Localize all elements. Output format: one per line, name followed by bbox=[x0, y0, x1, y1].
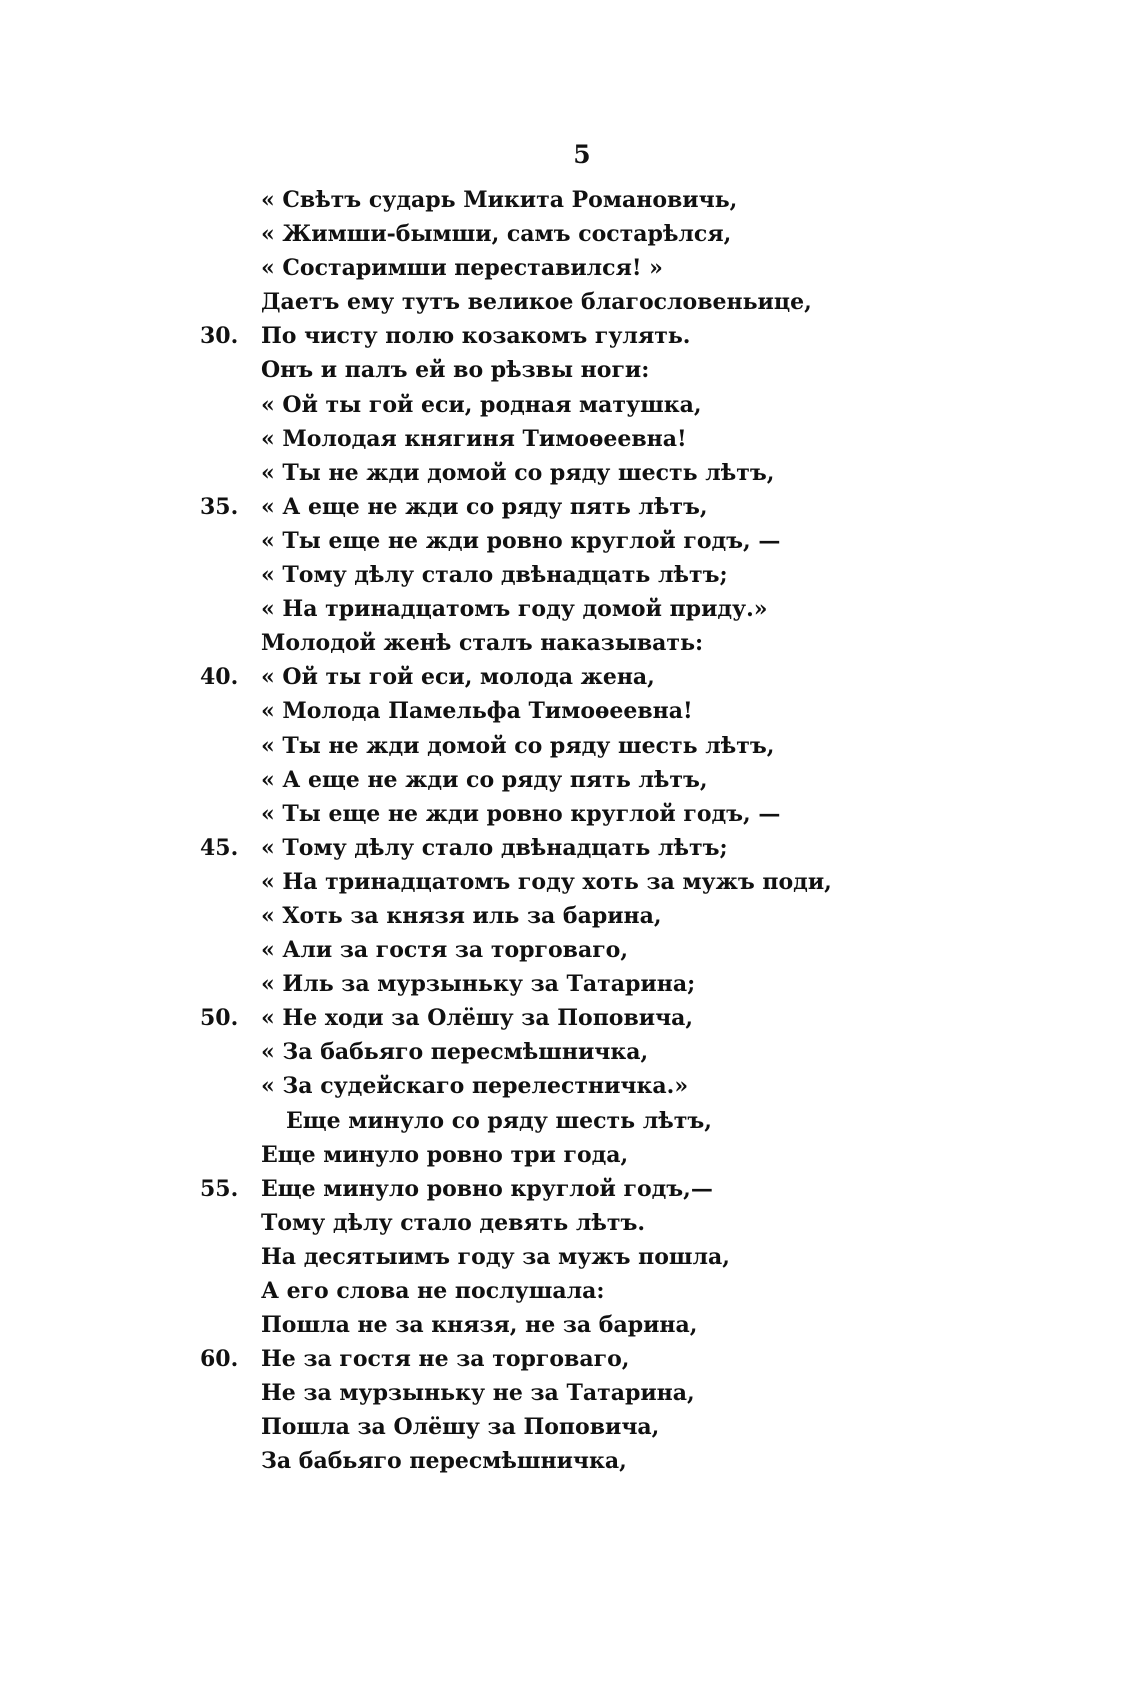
line-text: « За бабьяго пересмѣшничка, bbox=[261, 1039, 649, 1066]
line-text: Онъ и палъ ей во рѣзвы ноги: bbox=[261, 357, 650, 384]
line-text: Не за гостя не за торговаго, bbox=[261, 1346, 630, 1373]
line-text: Пошла за Олёшу за Поповича, bbox=[261, 1414, 660, 1441]
line-number: 45. bbox=[200, 834, 239, 861]
verse-line bbox=[200, 967, 860, 1001]
line-text: « Ты еще не жди ровно круглой годъ, — bbox=[261, 527, 781, 554]
verse-line bbox=[200, 592, 860, 626]
verse-line bbox=[200, 183, 860, 217]
verse-line bbox=[200, 1069, 860, 1103]
line-text: « Не ходи за Олёшу за Поповича, bbox=[261, 1005, 694, 1032]
verse-line bbox=[200, 899, 860, 933]
line-text: Молодой женѣ сталъ наказывать: bbox=[261, 630, 704, 657]
verse-line bbox=[200, 797, 860, 831]
line-text: « На тринадцатомъ году домой приду.» bbox=[261, 596, 768, 623]
line-number: 50. bbox=[200, 1005, 239, 1032]
verse-line bbox=[200, 558, 860, 592]
verse-line bbox=[200, 831, 860, 865]
line-number: 55. bbox=[200, 1175, 239, 1202]
verse-line bbox=[200, 490, 860, 524]
verse-line bbox=[200, 933, 860, 967]
verse-line bbox=[200, 1410, 860, 1444]
verse-line bbox=[200, 1308, 860, 1342]
verse-line bbox=[200, 1444, 860, 1478]
line-text: « Ты не жди домой со ряду шесть лѣтъ, bbox=[261, 732, 775, 759]
verse-line bbox=[200, 388, 860, 422]
page-number: 5 bbox=[573, 140, 591, 169]
verse-line bbox=[200, 865, 860, 899]
verse-line bbox=[200, 1342, 860, 1376]
verse-line bbox=[200, 1001, 860, 1035]
line-text: За бабьяго пересмѣшничка, bbox=[261, 1448, 627, 1475]
verse-line bbox=[200, 456, 860, 490]
line-text: « За судейскаго перелестничка.» bbox=[261, 1073, 689, 1100]
line-text: « Тому дѣлу стало двѣнадцать лѣтъ; bbox=[261, 834, 728, 861]
line-text: « Жимши-бымши, самъ состарѣлся, bbox=[261, 221, 732, 248]
verse-line bbox=[200, 285, 860, 319]
line-text: Еще минуло со ряду шесть лѣтъ, bbox=[286, 1107, 712, 1134]
line-text: Еще минуло ровно три года, bbox=[261, 1141, 629, 1168]
line-text: « Ты еще не жди ровно круглой годъ, — bbox=[261, 800, 781, 827]
line-text: На десятыимъ году за мужъ пошла, bbox=[261, 1243, 730, 1270]
line-number: 30. bbox=[200, 323, 239, 350]
verse-line bbox=[200, 729, 860, 763]
line-text: « Свѣтъ сударь Микита Романовичь, bbox=[261, 187, 738, 213]
line-text: По чисту полю козакомъ гулять. bbox=[261, 323, 691, 350]
verse-line bbox=[200, 319, 860, 353]
line-text: А его слова не послушала: bbox=[261, 1278, 605, 1304]
line-text: Не за мурзыньку не за Татарина, bbox=[261, 1380, 695, 1407]
line-text: « Молодая княгиня Тимоѳеевна! bbox=[261, 425, 687, 452]
verse-line bbox=[200, 1274, 860, 1308]
line-text: « На тринадцатомъ году хоть за мужъ поди, bbox=[261, 868, 832, 895]
line-text: « Молода Памельфа Тимоѳеевна! bbox=[261, 698, 693, 725]
verse-block bbox=[200, 183, 860, 1479]
line-text: « А еще не жди со ряду пять лѣтъ, bbox=[261, 766, 708, 793]
verse-line bbox=[200, 694, 860, 728]
verse-line bbox=[200, 1206, 860, 1240]
verse-line bbox=[200, 524, 860, 558]
verse-line bbox=[200, 1172, 860, 1206]
line-text: Даетъ ему тутъ великое благословеньице, bbox=[261, 289, 812, 316]
line-number: 60. bbox=[200, 1346, 239, 1373]
verse-line bbox=[200, 217, 860, 251]
verse-line bbox=[200, 422, 860, 456]
verse-line bbox=[200, 660, 860, 694]
line-text: « Ты не жди домой со ряду шесть лѣтъ, bbox=[261, 459, 775, 486]
line-text: « Ой ты гой еси, молода жена, bbox=[261, 664, 655, 691]
line-text: Тому дѣлу стало девять лѣтъ. bbox=[261, 1209, 645, 1236]
verse-line bbox=[200, 1035, 860, 1069]
verse-line bbox=[200, 353, 860, 387]
line-text: « Тому дѣлу стало двѣнадцать лѣтъ; bbox=[261, 562, 728, 589]
line-text: « Иль за мурзыньку за Татарина; bbox=[261, 971, 696, 998]
line-number: 40. bbox=[200, 664, 239, 691]
line-text: « А еще не жди со ряду пять лѣтъ, bbox=[261, 493, 708, 520]
line-text: « Ой ты гой еси, родная матушка, bbox=[261, 391, 702, 418]
verse-line bbox=[200, 1138, 860, 1172]
verse-line bbox=[200, 1240, 860, 1274]
line-text: « Состаримши переставился! » bbox=[261, 255, 663, 282]
line-number: 35. bbox=[200, 493, 239, 520]
verse-line bbox=[200, 251, 860, 285]
verse-line bbox=[200, 1104, 860, 1138]
line-text: Еще минуло ровно круглой годъ,— bbox=[261, 1175, 713, 1202]
line-text: Пошла не за князя, не за барина, bbox=[261, 1312, 698, 1339]
line-text: « Али за гостя за торговаго, bbox=[261, 937, 629, 964]
verse-line bbox=[200, 1376, 860, 1410]
verse-line bbox=[200, 626, 860, 660]
verse-line bbox=[200, 763, 860, 797]
line-text: « Хоть за князя иль за барина, bbox=[261, 902, 662, 929]
